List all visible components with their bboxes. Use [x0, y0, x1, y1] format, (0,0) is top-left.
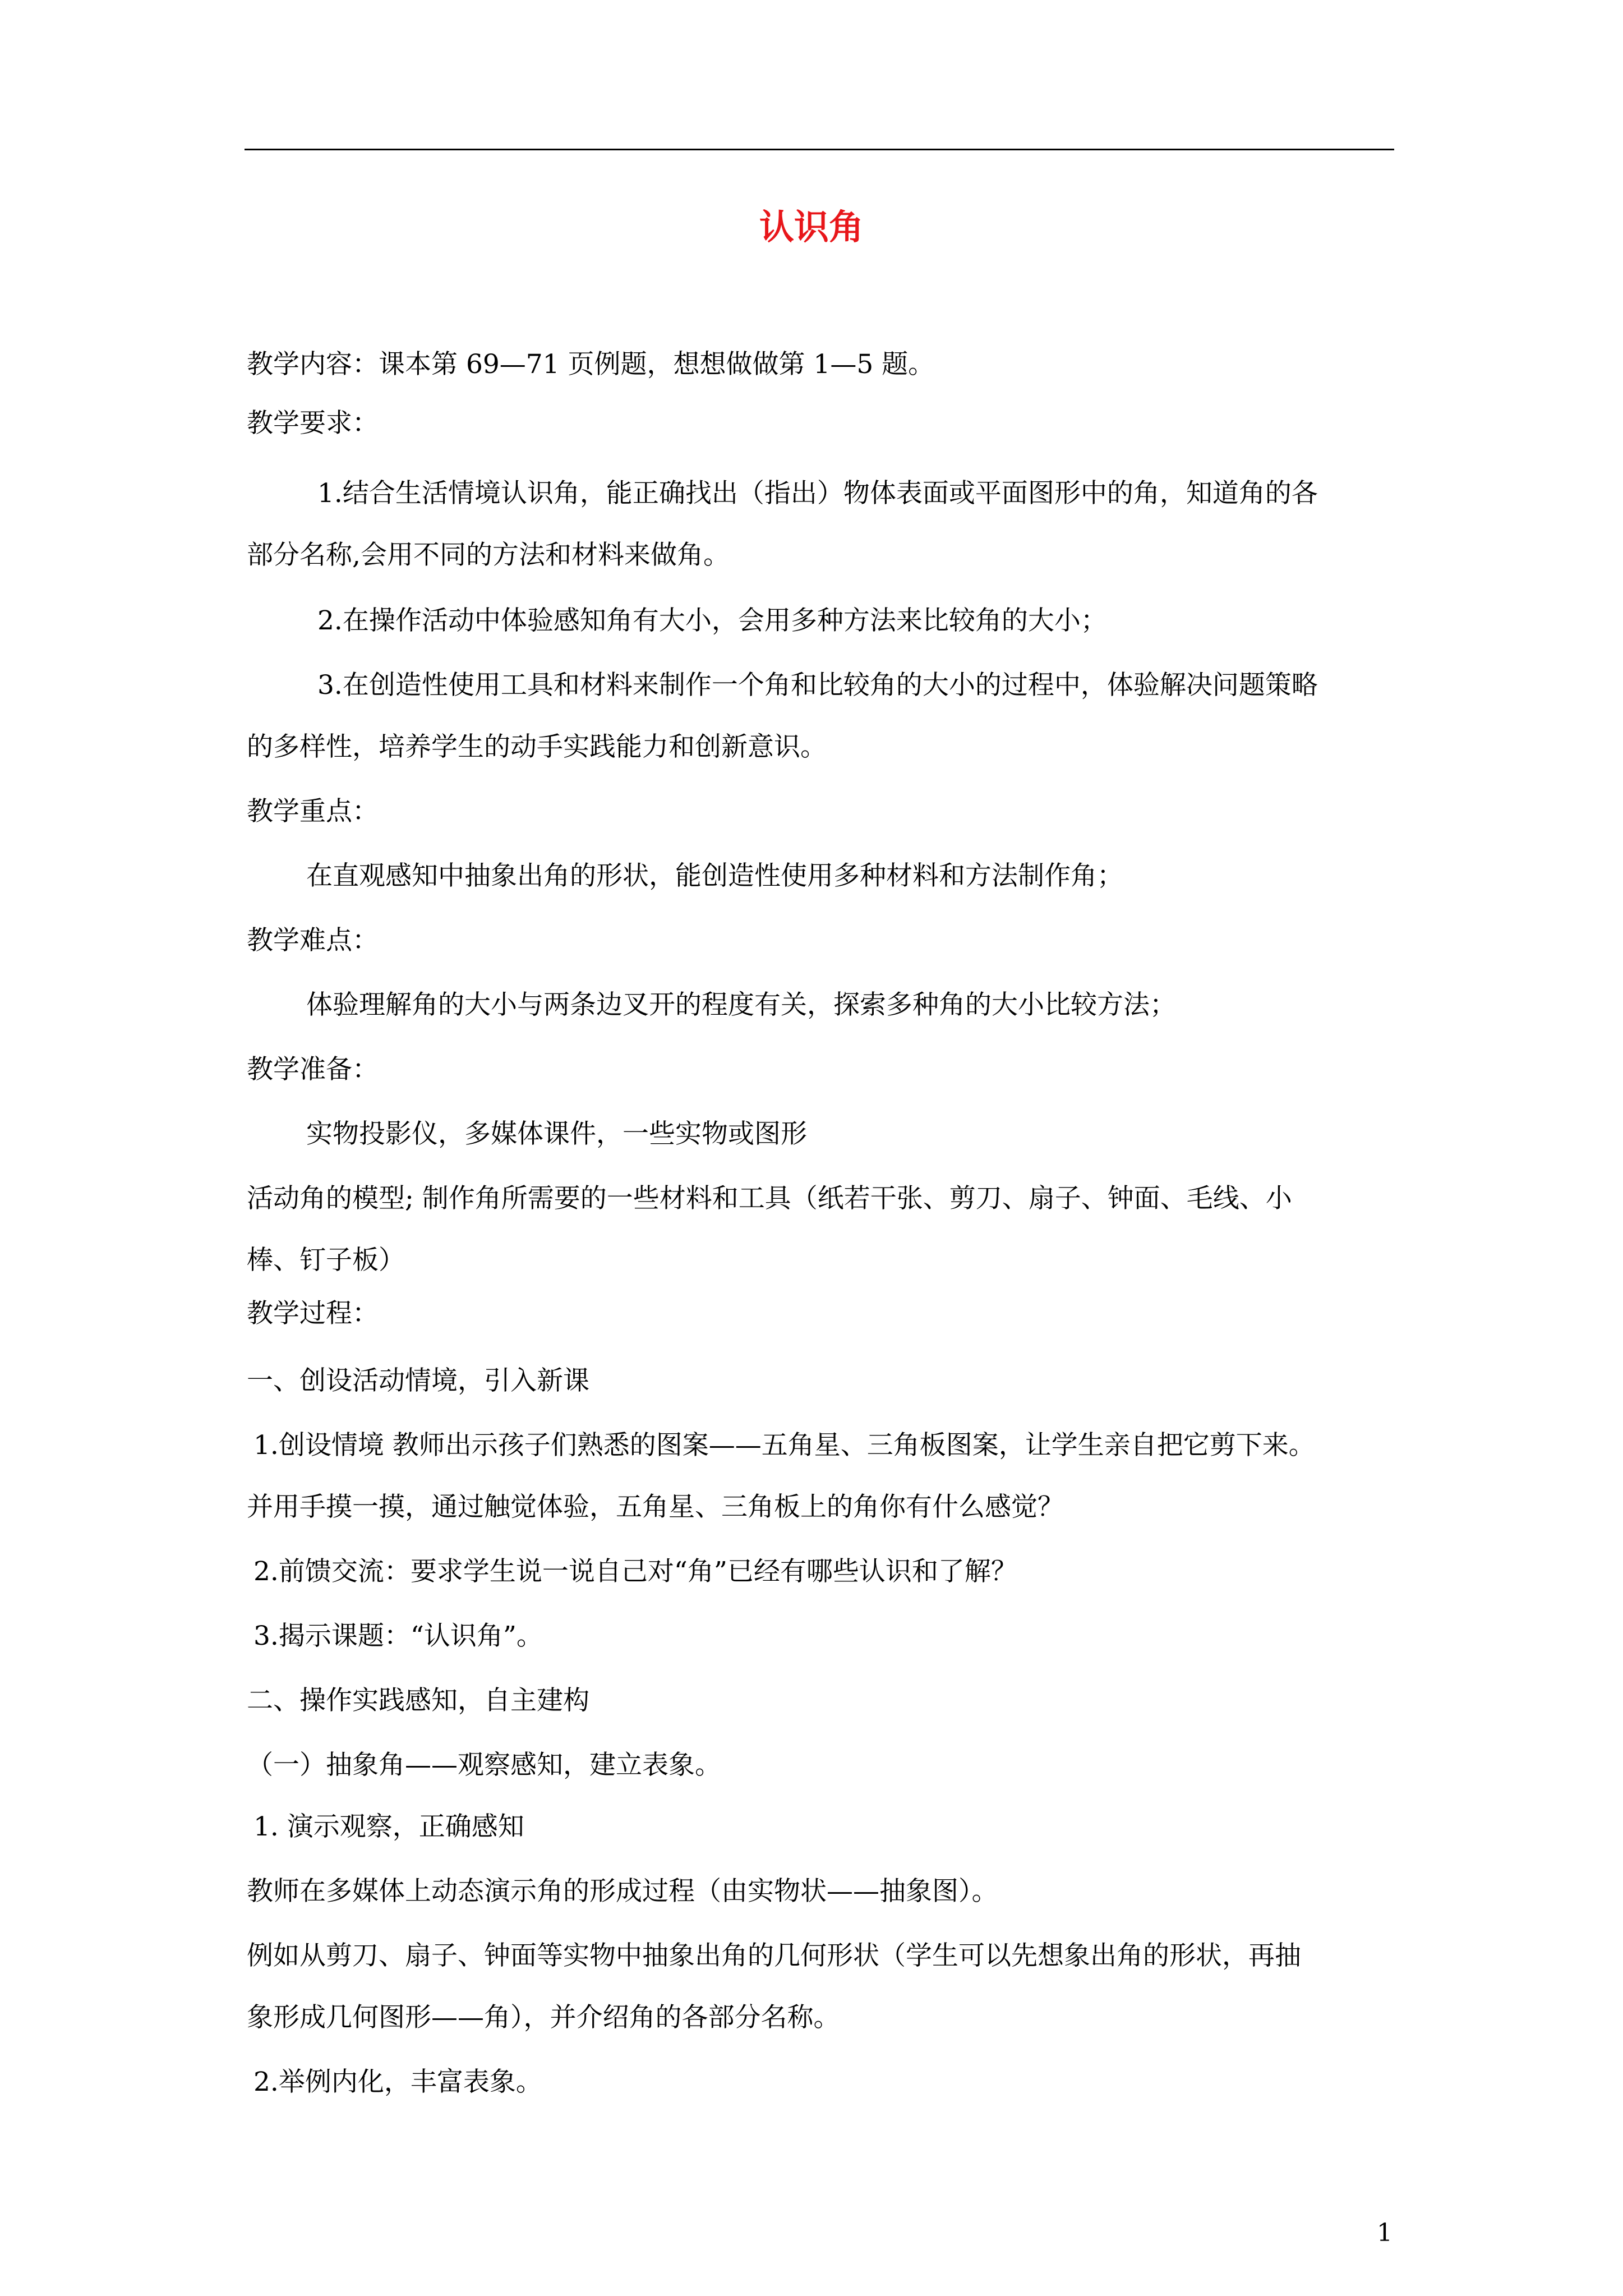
page-number: 1: [1377, 2219, 1393, 2247]
text-line: 2.在操作活动中体验感知角有大小，会用多种方法来比较角的大小；: [317, 605, 1107, 636]
text-line: 教学内容：课本第 69—71 页例题，想想做做第 1—5 题。: [247, 349, 935, 380]
text-line: 2.前馈交流：要求学生说一说自己对“角”已经有哪些认识和了解？: [253, 1556, 1017, 1587]
text-line: 部分名称,会用不同的方法和材料来做角。: [247, 540, 730, 570]
text-line: 例如从剪刀、扇子、钟面等实物中抽象出角的几何形状（学生可以先想象出角的形状，再抽: [247, 1940, 1301, 1971]
text-line: 教学难点：: [247, 925, 379, 956]
text-line: 的多样性，培养学生的动手实践能力和创新意识。: [247, 731, 827, 762]
text-line: 在直观感知中抽象出角的形状，能创造性使用多种材料和方法制作角；: [306, 861, 1123, 891]
text-line: 并用手摸一摸，通过触觉体验，五角星、三角板上的角你有什么感觉？: [247, 1492, 1064, 1522]
text-line: 1.创设情境 教师出示孩子们熟悉的图案——五角星、三角板图案，让学生亲自把它剪下来。: [253, 1430, 1315, 1461]
text-line: 2.举例内化，丰富表象。: [253, 2067, 542, 2097]
text-line: 教学要求：: [247, 408, 379, 439]
text-line: 一、创设活动情境，引入新课: [247, 1365, 589, 1396]
text-line: （一）抽象角——观察感知，建立表象。: [247, 1750, 721, 1780]
text-line: 二、操作实践感知，自主建构: [247, 1685, 589, 1716]
text-line: 3.揭示课题：“认识角”。: [253, 1621, 543, 1651]
text-line: 棒、钉子板）: [247, 1245, 405, 1276]
text-line: 3.在创造性使用工具和材料来制作一个角和比较角的大小的过程中，体验解决问题策略: [317, 670, 1318, 701]
text-line: 教学过程：: [247, 1298, 379, 1329]
header-rule: [245, 149, 1394, 150]
text-line: 活动角的模型; 制作角所需要的一些材料和工具（纸若干张、剪刀、扇子、钟面、毛线、小: [247, 1183, 1292, 1214]
text-line: 1. 演示观察，正确感知: [253, 1811, 524, 1842]
document-title: 认识角: [759, 206, 864, 247]
text-line: 实物投影仪，多媒体课件，一些实物或图形: [306, 1119, 807, 1149]
text-line: 教师在多媒体上动态演示角的形成过程（由实物状——抽象图）。: [247, 1876, 998, 1907]
text-line: 1.结合生活情境认识角，能正确找出（指出）物体表面或平面图形中的角，知道角的各: [317, 478, 1318, 509]
text-line: 教学重点：: [247, 796, 379, 827]
text-line: 教学准备：: [247, 1054, 379, 1085]
text-line: 象形成几何图形——角），并介绍角的各部分名称。: [247, 2002, 840, 2033]
text-line: 体验理解角的大小与两条边叉开的程度有关，探索多种角的大小比较方法；: [306, 990, 1176, 1020]
